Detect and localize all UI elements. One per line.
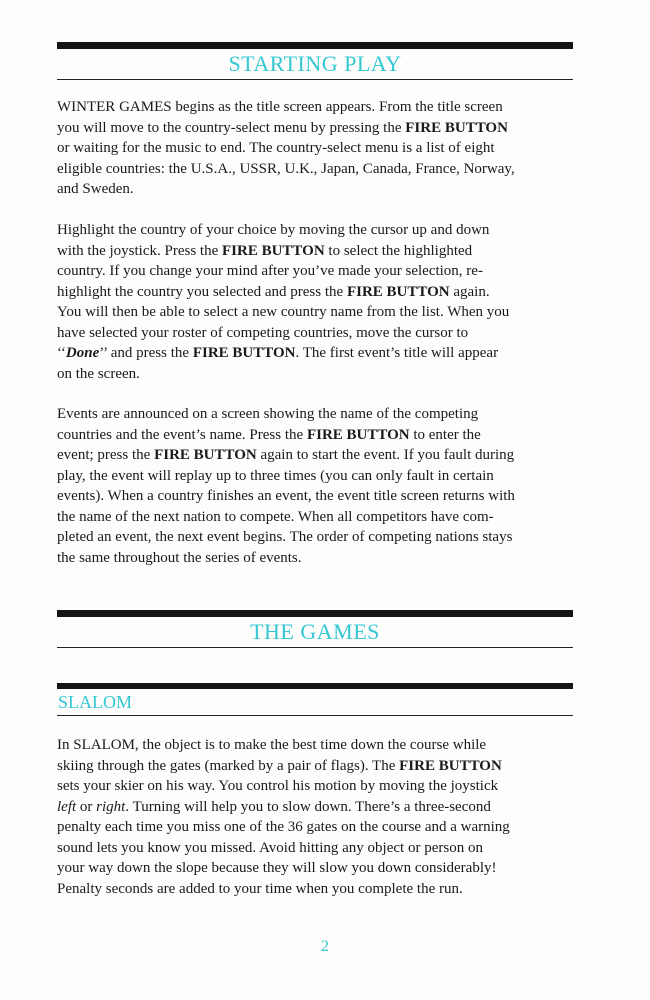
text-line: sound lets you know you missed. Avoid hitting any object or person on bbox=[57, 839, 483, 856]
section-title-the-games: THE GAMES bbox=[250, 619, 380, 644]
heading-bar bbox=[57, 42, 573, 49]
text-line: Penalty seconds are added to your time when you complete the run. bbox=[57, 880, 463, 897]
text-line: have selected your roster of competing countries, move the cursor to bbox=[57, 324, 469, 341]
text-line: countries and the event’s name. Press the FIRE BUTTON to enter the bbox=[57, 426, 481, 443]
text-line: highlight the country you selected and press the FIRE BUTTON again. bbox=[57, 283, 490, 300]
text-line: the name of the next nation to compete. When all competitors have com- bbox=[57, 508, 494, 525]
text-line: left or right. Turning will help you to slow down. There’s a three-second bbox=[57, 798, 491, 815]
text-line: on the screen. bbox=[57, 365, 140, 382]
text-line: WINTER GAMES begins as the title screen appears. From the title screen bbox=[57, 99, 503, 115]
text-line: You will then be able to select a new country name from the list. When you bbox=[57, 304, 510, 320]
paragraph-intro bbox=[57, 97, 577, 200]
text-line: country. If you change your mind after you’ve made your selection, re- bbox=[57, 263, 483, 279]
text-line: your way down the slope because they will slow you down considerably! bbox=[57, 860, 497, 876]
text-line: sets your skier on his way. You control his motion by moving the joystick bbox=[57, 778, 499, 794]
text-line: skiing through the gates (marked by a pair of flags). The FIRE BUTTON bbox=[57, 757, 502, 774]
text-line: the same throughout the series of events. bbox=[57, 549, 302, 566]
section-header-the-games bbox=[57, 610, 573, 648]
text-line: event; press the FIRE BUTTON again to start the event. If you fault during bbox=[57, 447, 515, 463]
section-title-starting-play: STARTING PLAY bbox=[228, 51, 402, 76]
text-line: Highlight the country of your choice by moving the cursor up and down bbox=[57, 222, 490, 238]
text-line: eligible countries: the U.S.A., USSR, U.K., Japan, Canada, France, Norway, bbox=[57, 160, 515, 177]
paragraph-country-select bbox=[57, 220, 577, 384]
text-line: with the joystick. Press the FIRE BUTTON to select the highlighted bbox=[57, 242, 473, 259]
text-line: play, the event will replay up to three times (you can only fault in certain bbox=[57, 467, 494, 484]
section-header-starting-play bbox=[57, 42, 573, 80]
page-number: 2 bbox=[321, 938, 329, 955]
text-line: ‘‘Done’’ and press the FIRE BUTTON. The first event’s title will appear bbox=[57, 345, 499, 361]
heading-bar bbox=[57, 610, 573, 617]
text-line: events). When a country finishes an event, the event title screen returns with bbox=[57, 488, 515, 504]
text-line: penalty each time you miss one of the 36 gates on the course and a warning bbox=[57, 819, 510, 835]
heading-rule bbox=[57, 647, 573, 648]
subsection-header-slalom bbox=[57, 683, 573, 716]
text-line: In SLALOM, the object is to make the best time down the course while bbox=[57, 737, 487, 753]
heading-rule bbox=[57, 79, 573, 80]
subsection-title-slalom: SLALOM bbox=[58, 692, 133, 712]
text-line: pleted an event, the next event begins. The order of competing nations stays bbox=[57, 529, 513, 545]
text-line: and Sweden. bbox=[57, 181, 134, 197]
heading-rule bbox=[57, 715, 573, 716]
text-line: you will move to the country-select menu by pressing the FIRE BUTTON bbox=[57, 119, 508, 136]
text-line: Events are announced on a screen showing the name of the competing bbox=[57, 406, 479, 422]
text-line: or waiting for the music to end. The country-select menu is a list of eight bbox=[57, 140, 495, 156]
paragraph-events bbox=[57, 404, 577, 568]
paragraph-slalom bbox=[57, 735, 577, 899]
